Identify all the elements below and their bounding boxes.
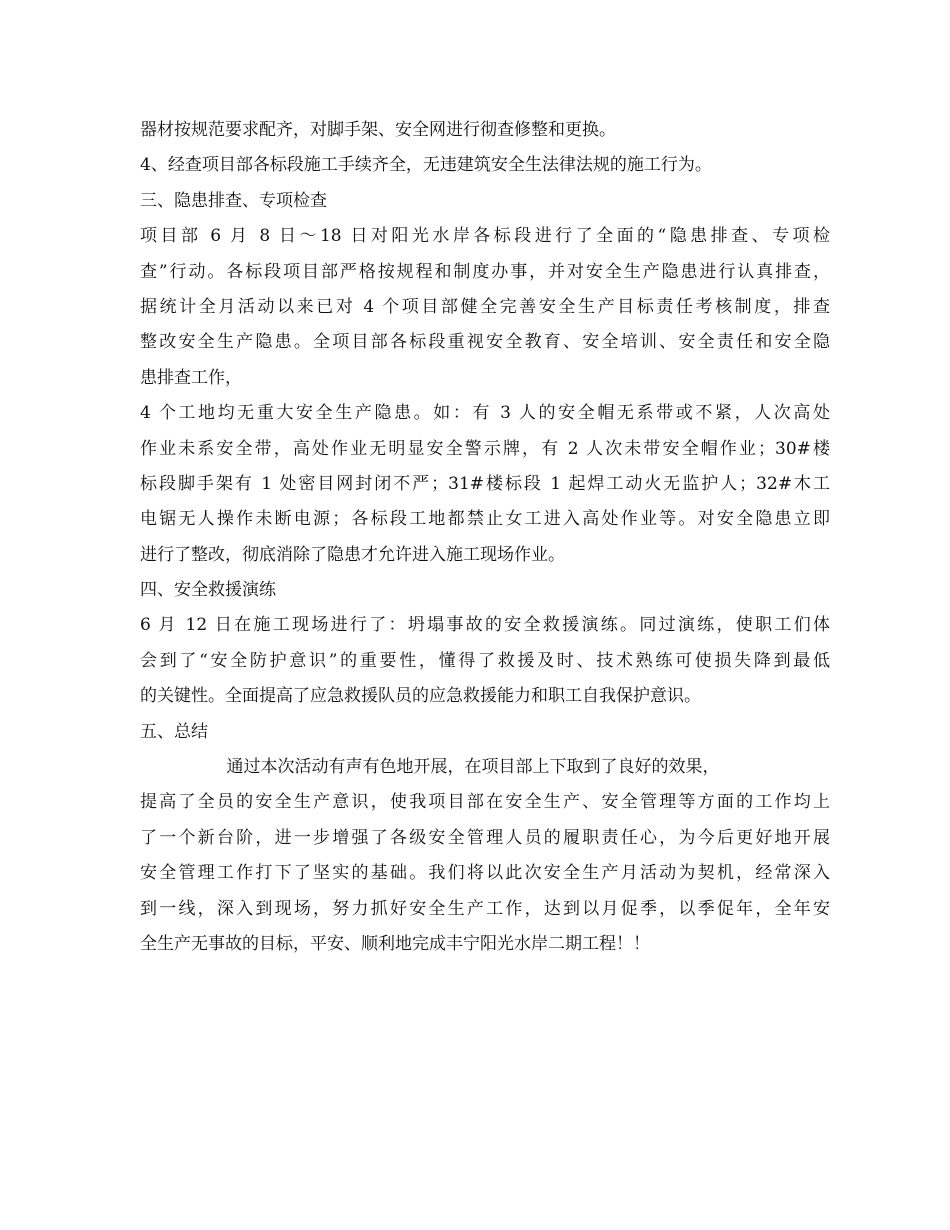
- text-line: 到一线，深入到现场，努力抓好安全生产工作，达到以月促季，以季促年，全年安: [140, 898, 830, 919]
- text-line: 会到了“安全防护意识”的重要性，懂得了救援及时、技术熟练可使损失降到最低: [140, 650, 830, 671]
- text-line: 了一个新台阶，进一步增强了各级安全管理人员的履职责任心，为今后更好地开展: [140, 827, 830, 848]
- text-line: 作业未系安全带，高处作业无明显安全警示牌，有 2 人次未带安全帽作业；30#楼: [140, 438, 830, 459]
- text-line: 4、经查项目部各标段施工手续齐全，无违建筑安全生法律法规的施工行为。: [140, 155, 712, 176]
- text-line: 项目部 6 月 8 日～18 日对阳光水岸各标段进行了全面的“隐患排查、专项检: [140, 226, 830, 247]
- text-line: 查”行动。各标段项目部严格按规程和制度办事，并对安全生产隐患进行认真排查，: [140, 261, 830, 282]
- text-line: 6 月 12 日在施工现场进行了：坍塌事故的安全救援演练。同过演练，使职工们体: [140, 615, 830, 636]
- text-line: 患排查工作，: [140, 367, 242, 388]
- text-line: 安全管理工作打下了坚实的基础。我们将以此次安全生产月活动为契机，经常深入: [140, 863, 830, 884]
- text-line: 的关键性。全面提高了应急救援队员的应急救援能力和职工自我保护意识。: [140, 686, 701, 707]
- text-line: 进行了整改，彻底消除了隐患才允许进入施工现场作业。: [140, 544, 565, 565]
- text-line: 提高了全员的安全生产意识，使我项目部在安全生产、安全管理等方面的工作均上: [140, 792, 830, 813]
- text-line: 据统计全月活动以来已对 4 个项目部健全完善安全生产目标责任考核制度，排查: [140, 296, 830, 317]
- text-line: 标段脚手架有 1 处密目网封闭不严；31#楼标段 1 起焊工动火无监护人；32#木工: [140, 473, 830, 494]
- text-line: 五、总结: [140, 721, 208, 742]
- text-line: 器材按规范要求配齐，对脚手架、安全网进行彻查修整和更换。: [140, 120, 616, 140]
- text-line: 三、隐患排查、专项检查: [140, 190, 327, 211]
- text-line: 四、安全救援演练: [140, 580, 276, 601]
- text-line: 4 个工地均无重大安全生产隐患。如：有 3 人的安全帽无系带或不紧，人次高处: [140, 403, 830, 424]
- text-line: 通过本次活动有声有色地开展，在项目部上下取到了良好的效果，: [140, 757, 720, 778]
- document-body: [140, 113, 830, 962]
- text-line: 整改安全生产隐患。全项目部各标段重视安全教育、安全培训、安全责任和安全隐: [140, 332, 830, 353]
- text-line: 全生产无事故的目标，平安、顺利地完成丰宁阳光水岸二期工程！！: [140, 933, 650, 954]
- text-line: 电锯无人操作未断电源；各标段工地都禁止女工进入高处作业等。对安全隐患立即: [140, 509, 830, 530]
